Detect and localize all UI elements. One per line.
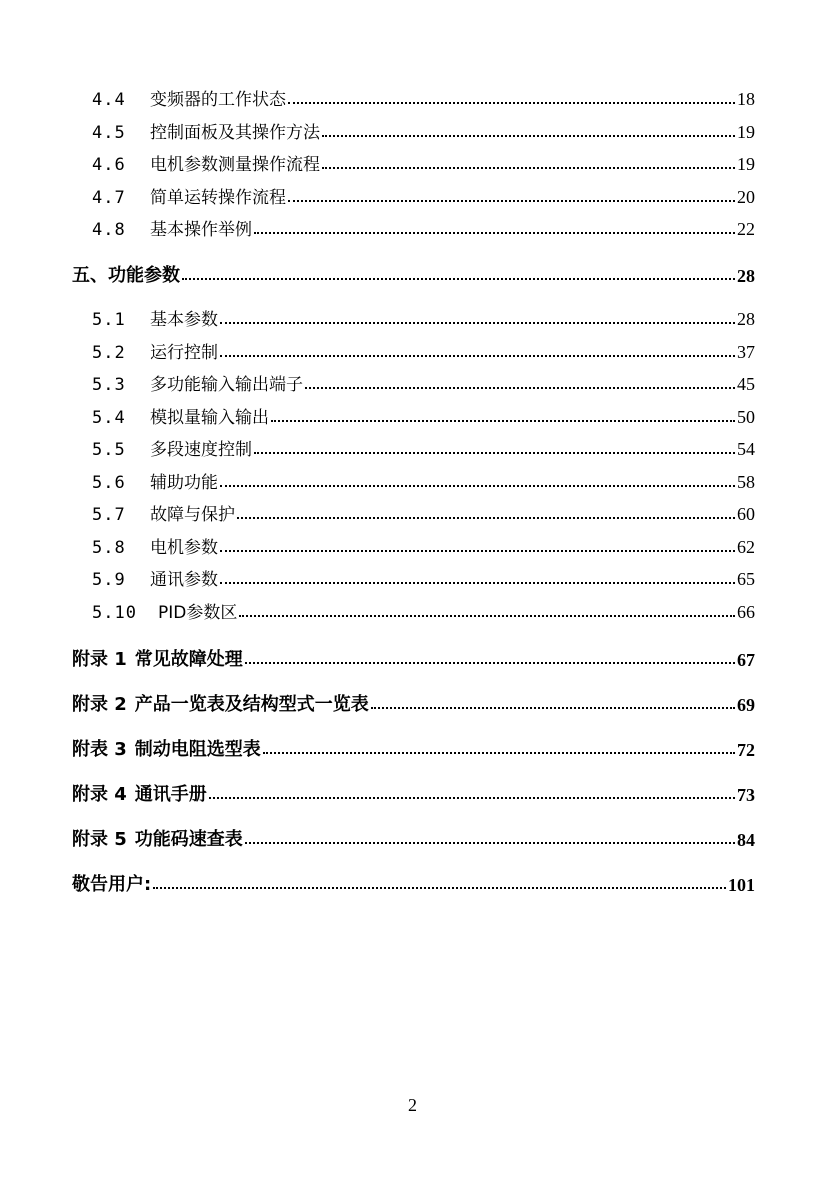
toc-entry[interactable] (92, 151, 755, 175)
section-number: 5.10 (92, 603, 137, 623)
appendix-title: 常见故障处理 (134, 649, 243, 670)
footer-page-number: 2 (408, 1095, 417, 1115)
section-number: 5.6 (92, 473, 126, 493)
appendix-title: 制动电阻选型表 (134, 739, 261, 760)
section-number: 5.7 (92, 505, 126, 525)
toc-chapter[interactable] (72, 261, 755, 287)
appendix-title: 功能码速查表 (134, 829, 243, 850)
section-number: 5.8 (92, 538, 126, 558)
dot-leader (245, 842, 735, 844)
section-number: 5.9 (92, 570, 126, 590)
toc-entry[interactable] (92, 599, 755, 623)
toc-entry[interactable] (92, 339, 755, 363)
dot-leader (220, 322, 735, 324)
section-title: 多段速度控制 (150, 440, 252, 460)
section-number: 4.7 (92, 188, 126, 208)
dot-leader (220, 550, 735, 552)
toc-entry[interactable] (92, 86, 755, 110)
page-number: 67 (737, 650, 755, 670)
dot-leader (182, 278, 735, 280)
page-number: 66 (737, 602, 755, 622)
chapter-title: 五、功能参数 (72, 265, 180, 286)
notice-title: 敬告用户: (72, 874, 152, 895)
section-title: 变频器的工作状态 (150, 90, 286, 110)
page-number: 65 (737, 569, 755, 589)
toc-entry[interactable] (92, 469, 755, 493)
toc-appendix[interactable] (72, 690, 755, 716)
section-title: 辅助功能 (150, 473, 218, 493)
section-title: 多功能输入输出端子 (150, 375, 303, 395)
dot-leader (239, 615, 735, 617)
page-number: 18 (737, 89, 755, 109)
page-number: 84 (737, 830, 755, 850)
dot-leader (254, 452, 735, 454)
toc-appendix[interactable] (72, 825, 755, 851)
section-number: 4.4 (92, 90, 126, 110)
toc-entry[interactable] (92, 371, 755, 395)
section-number: 4.6 (92, 155, 126, 175)
dot-leader (237, 517, 735, 519)
page-number: 69 (737, 695, 755, 715)
page-number: 37 (737, 342, 755, 362)
section-title: 基本参数 (150, 310, 218, 330)
section-title: 模拟量输入输出 (150, 408, 269, 428)
dot-leader (254, 232, 735, 234)
page-number: 72 (737, 740, 755, 760)
dot-leader (209, 797, 735, 799)
page-number: 20 (737, 187, 755, 207)
page-number: 54 (737, 439, 755, 459)
toc-entry[interactable] (92, 501, 755, 525)
section-number: 5.5 (92, 440, 126, 460)
toc-entry[interactable] (92, 119, 755, 143)
section-title: 电机参数测量操作流程 (150, 155, 320, 175)
dot-leader (245, 662, 735, 664)
toc-entry[interactable] (92, 436, 755, 460)
toc-appendix[interactable] (72, 645, 755, 671)
dot-leader (288, 102, 735, 104)
toc-entry[interactable] (92, 216, 755, 240)
toc-notice[interactable] (72, 870, 755, 896)
section-title: 通讯参数 (150, 570, 218, 590)
section-number: 4.5 (92, 123, 126, 143)
page-number: 58 (737, 472, 755, 492)
dot-leader (220, 485, 735, 487)
section-title: 电机参数 (150, 538, 218, 558)
page-number: 28 (737, 309, 755, 329)
appendix-number: 附录 4 (72, 784, 127, 805)
toc-entry[interactable] (92, 404, 755, 428)
page-number: 45 (737, 374, 755, 394)
dot-leader (220, 355, 735, 357)
page-number: 101 (728, 875, 755, 895)
appendix-title: 通讯手册 (134, 784, 207, 805)
section-title: 运行控制 (150, 343, 218, 363)
section-title: 基本操作举例 (150, 220, 252, 240)
dot-leader (322, 167, 735, 169)
page-number: 62 (737, 537, 755, 557)
toc-appendix[interactable] (72, 735, 755, 761)
dot-leader (220, 582, 735, 584)
appendix-title: 产品一览表及结构型式一览表 (134, 694, 369, 715)
section-title: 简单运转操作流程 (150, 188, 286, 208)
dot-leader (153, 887, 726, 889)
page-number: 28 (737, 266, 755, 286)
section-number: 5.3 (92, 375, 126, 395)
dot-leader (322, 135, 735, 137)
section-title: 控制面板及其操作方法 (150, 123, 320, 143)
toc-entry[interactable] (92, 566, 755, 590)
toc-entry[interactable] (92, 306, 755, 330)
section-number: 5.4 (92, 408, 126, 428)
page-number: 19 (737, 122, 755, 142)
toc-entry[interactable] (92, 184, 755, 208)
page-number: 22 (737, 219, 755, 239)
appendix-number: 附录 5 (72, 829, 127, 850)
dot-leader (305, 387, 735, 389)
dot-leader (288, 200, 735, 202)
section-number: 5.2 (92, 343, 126, 363)
page-number: 60 (737, 504, 755, 524)
page-number: 19 (737, 154, 755, 174)
appendix-number: 附录 1 (72, 649, 127, 670)
section-title: 故障与保护 (150, 505, 235, 525)
toc-appendix[interactable] (72, 780, 755, 806)
section-number: 4.8 (92, 220, 126, 240)
appendix-number: 附表 3 (72, 739, 127, 760)
section-title: PID参数区 (158, 603, 238, 623)
dot-leader (271, 420, 735, 422)
page-number: 73 (737, 785, 755, 805)
section-number: 5.1 (92, 310, 126, 330)
appendix-number: 附录 2 (72, 694, 127, 715)
page-number: 50 (737, 407, 755, 427)
toc-entry[interactable] (92, 534, 755, 558)
dot-leader (263, 752, 735, 754)
dot-leader (371, 707, 735, 709)
